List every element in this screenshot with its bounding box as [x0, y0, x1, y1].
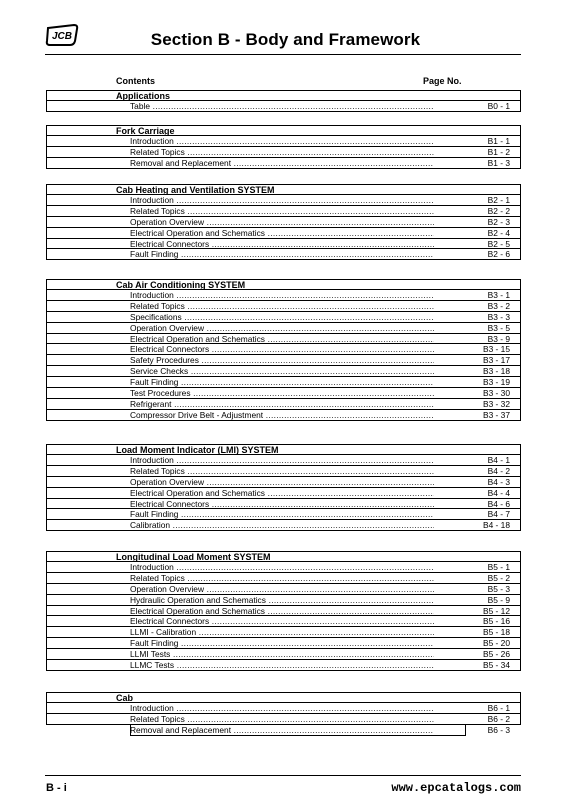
- page-number: B - i: [46, 782, 67, 794]
- toc-entry-page: B3 - 17: [482, 355, 510, 366]
- toc-entry-page: B3 - 37: [482, 409, 510, 420]
- toc-section-title[interactable]: Load Moment Indicator (LMI) SYSTEM: [46, 445, 521, 455]
- toc-entry-label: Operation Overview .....: [130, 217, 434, 227]
- toc-entry-label: Safety Procedures .....: [130, 355, 434, 365]
- toc-entry-page: B6 - 2: [487, 713, 510, 724]
- toc-entry-label: Introduction .....: [130, 136, 434, 146]
- toc-entry[interactable]: [46, 724, 521, 736]
- toc-entry-page: B3 - 5: [487, 322, 510, 333]
- toc-entry-label: Electrical Operation and Schematics .....: [130, 228, 434, 238]
- toc-entry-page: B3 - 3: [487, 311, 510, 322]
- toc-entry-label: Introduction .....: [130, 195, 434, 205]
- toc-entry-page: B1 - 2: [487, 146, 510, 157]
- toc-entry-label: LLMI Tests .....: [130, 649, 434, 659]
- toc-section-title[interactable]: Cab Heating and Ventilation SYSTEM: [46, 185, 521, 195]
- toc-section-title[interactable]: Applications: [46, 91, 521, 101]
- toc-entry[interactable]: [46, 519, 521, 531]
- toc-entry-page: B5 - 16: [482, 616, 510, 627]
- toc-entry-label: Related Topics .....: [130, 466, 434, 476]
- toc-entry-label: Introduction .....: [130, 455, 434, 465]
- toc-entry-label: Electrical Operation and Schematics .....: [130, 488, 434, 498]
- toc-entry-label: Removal and Replacement .....: [130, 725, 434, 735]
- toc-entry-label: Electrical Connectors .....: [130, 499, 434, 509]
- toc-entry-label: Related Topics .....: [130, 714, 434, 724]
- toc-section-title[interactable]: Cab: [46, 693, 521, 703]
- toc-entry-label: Introduction .....: [130, 290, 434, 300]
- toc-entry-page: B5 - 20: [482, 638, 510, 649]
- toc-entry-page: B0 - 1: [487, 101, 510, 111]
- toc-section-title[interactable]: Cab Air Conditioning SYSTEM: [46, 280, 521, 290]
- toc-entry-page: B5 - 2: [487, 572, 510, 583]
- page-no-heading: Page No.: [423, 76, 462, 86]
- toc-entry-page: B2 - 6: [487, 249, 510, 260]
- toc-entry-page: B5 - 3: [487, 583, 510, 594]
- toc-entry-page: B2 - 5: [487, 238, 510, 249]
- title-divider: [45, 54, 521, 55]
- toc-entry-label: Introduction .....: [130, 703, 434, 713]
- toc-entry-label: Test Procedures .....: [130, 388, 434, 398]
- toc-entry-page: B3 - 32: [482, 398, 510, 409]
- toc-entry-page: B3 - 15: [482, 344, 510, 355]
- toc-entry-label: Operation Overview .....: [130, 477, 434, 487]
- toc-entry-label: Electrical Connectors .....: [130, 344, 434, 354]
- toc-entry-label: Fault Finding .....: [130, 638, 434, 648]
- toc-entry-page: B3 - 19: [482, 377, 510, 388]
- toc-entry-label: Table .....: [130, 101, 434, 111]
- toc-entry-label: Related Topics .....: [130, 147, 434, 157]
- toc-entry-label: Electrical Connectors .....: [130, 239, 434, 249]
- toc-entry-label: Operation Overview .....: [130, 323, 434, 333]
- toc-entry-label: Hydraulic Operation and Schematics .....: [130, 595, 434, 605]
- toc-section: [46, 552, 521, 671]
- toc-entry-page: B4 - 3: [487, 476, 510, 487]
- toc-section: [46, 445, 521, 531]
- toc-entry-label: Related Topics .....: [130, 301, 434, 311]
- toc-entry-label: LLMC Tests .....: [130, 660, 434, 670]
- toc-entry-page: B4 - 4: [487, 487, 510, 498]
- contents-heading: Contents: [116, 76, 155, 86]
- toc-entry-page: B2 - 1: [487, 195, 510, 205]
- toc-entry-page: B2 - 2: [487, 205, 510, 216]
- toc-entry-page: B5 - 18: [482, 627, 510, 638]
- toc-entry[interactable]: [46, 659, 521, 671]
- toc-entry-label: Operation Overview .....: [130, 584, 434, 594]
- toc-entry-label: LLMI - Calibration .....: [130, 627, 434, 637]
- toc-section: [46, 126, 521, 169]
- toc-entry-page: B5 - 26: [482, 649, 510, 660]
- toc-entry-label: Fault Finding .....: [130, 249, 434, 259]
- toc-entry-label: Introduction .....: [130, 562, 434, 572]
- toc-entry-label: Removal and Replacement .....: [130, 158, 434, 168]
- toc-entry-page: B2 - 4: [487, 227, 510, 238]
- toc-entry-page: B4 - 18: [482, 520, 510, 531]
- toc-entry-label: Electrical Connectors .....: [130, 616, 434, 626]
- toc-entry-page: B3 - 18: [482, 366, 510, 377]
- footer-divider: [45, 775, 521, 776]
- toc-entry-page: B3 - 2: [487, 300, 510, 311]
- toc-entry-page: B3 - 9: [487, 333, 510, 344]
- toc-entry-label: Fault Finding .....: [130, 377, 434, 387]
- logo-text: JCB: [51, 31, 73, 42]
- watermark: www.epcatalogs.com: [391, 781, 521, 795]
- toc-section-title[interactable]: Longitudinal Load Moment SYSTEM: [46, 552, 521, 562]
- toc-entry[interactable]: [46, 157, 521, 169]
- page-title: Section B - Body and Framework: [150, 30, 421, 49]
- toc-entry-label: Service Checks .....: [130, 366, 434, 376]
- toc-entry-page: B4 - 1: [487, 455, 510, 465]
- toc-entry[interactable]: [46, 248, 521, 260]
- toc-section: [46, 280, 521, 421]
- toc-entry-label: Specifications .....: [130, 312, 434, 322]
- toc-section: [46, 91, 521, 112]
- toc-entry-page: B6 - 1: [487, 703, 510, 713]
- toc-entry-label: Fault Finding .....: [130, 509, 434, 519]
- toc-entry-page: B5 - 34: [482, 660, 510, 671]
- toc-entry-page: B2 - 3: [487, 216, 510, 227]
- toc-entry-page: B1 - 3: [487, 157, 510, 168]
- toc-entry-page: B5 - 12: [482, 605, 510, 616]
- toc-entry-label: Related Topics .....: [130, 573, 434, 583]
- toc-entry-page: B6 - 3: [487, 724, 510, 735]
- toc-entry-page: B4 - 2: [487, 465, 510, 476]
- toc-entry-page: B5 - 1: [487, 562, 510, 572]
- toc-entry-label: Electrical Operation and Schematics .....: [130, 334, 434, 344]
- toc-entry-page: B3 - 1: [487, 290, 510, 300]
- toc-entry-page: B3 - 30: [482, 388, 510, 399]
- toc-entry[interactable]: [46, 100, 521, 112]
- toc-entry-page: B4 - 7: [487, 509, 510, 520]
- toc-entry-label: Electrical Operation and Schematics .....: [130, 606, 434, 616]
- toc-entry[interactable]: [46, 409, 521, 421]
- toc-entry-label: Calibration .....: [130, 520, 434, 530]
- toc-entry-page: B4 - 6: [487, 498, 510, 509]
- toc-entry-label: Refrigerant .....: [130, 399, 434, 409]
- toc-entry-page: B1 - 1: [487, 136, 510, 146]
- toc-section: [46, 693, 521, 736]
- toc-entry-label: Related Topics .....: [130, 206, 434, 216]
- toc-section: [46, 185, 521, 260]
- toc-section-title[interactable]: Fork Carriage: [46, 126, 521, 136]
- toc-entry-page: B5 - 9: [487, 594, 510, 605]
- toc-entry-label: Compressor Drive Belt - Adjustment .....: [130, 410, 434, 420]
